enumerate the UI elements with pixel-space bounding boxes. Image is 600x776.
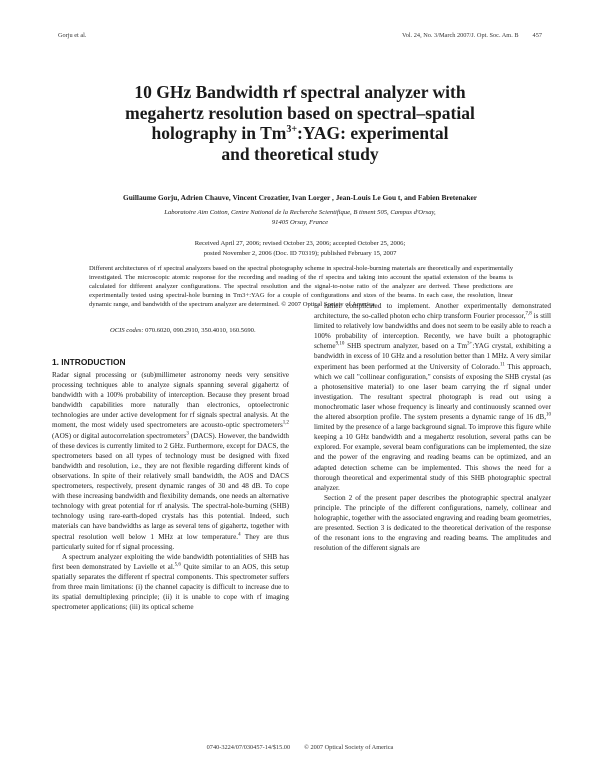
citation-ref: 7,8 — [525, 311, 532, 317]
page-footer — [0, 744, 600, 751]
intro-paragraph-3 — [314, 301, 551, 493]
text-run: SHB spectrum analyzer, based on a Tm — [344, 342, 468, 351]
citation-ref: 1,2 — [282, 421, 289, 427]
title-line-1: 10 GHz Bandwidth rf spectral analyzer with — [134, 82, 466, 102]
intro-paragraph-4: Section 2 of the present paper describes the photographic spectral analyzer principle. The principle of the different configurations, namely, collinear and holographic, together with the associated engraving and reading beam geometries, are presented. Section 3 is dedicated to the theoretical derivation of the response of the resonant ions to the engraving and reading beams. The amplitudes and resolution of the different signals are — [314, 493, 551, 553]
running-head — [58, 32, 542, 44]
title-line-3 — [70, 123, 530, 144]
title-line-2: megahertz resolution based on spectral–spatial — [125, 102, 475, 123]
title-superscript: 3+ — [286, 124, 298, 136]
text-run: limited by the presence of a large background signal. To improve this figure while keeping a 10 GHz bandwidth and a megahertz resolution, several paths can be explored. For example, several beam configurations can be implemented, the size and the power of the engraving and reading beams can be optimized, and an adapted detection scheme can be implemented. This shows the need for a thorough theoretical and experimental study of this SHB photographic spectral analyzer. — [314, 423, 551, 492]
received-line-1: Received April 27, 2006; revised October 23, 2006; accepted October 25, 2006; — [194, 240, 406, 247]
text-run: is rather complicated to implement. Another experimentally demonstrated architecture, the so-called photon echo chirp transform Fourier processor, — [314, 302, 551, 321]
affiliation — [70, 208, 530, 227]
text-run: (DACS). However, the bandwidth of these devices is currently limited to 2 GHz. Furthermore, except for DACS, the spectrometers based on all types of technology must be designed with fixed bandwidth and resolution, i.e., they are not flexible regarding different kinds of observations. In spite of their relatively small bandwidth, the AOS and DACS spectrometers, respectively, present dynamic ranges of 30 and 48 dB. To cope with these increasing bandwidth and flexibility demands, one needs an alternative technology with great potential for rf analysis. The spectral-hole-burning (SHB) technology using rare-earth-doped crystals has this potential. Indeed, such materials can have bandwidths as large as several tens of gigahertz, together with spectral resolution well below 1 MHz at low temperature. — [52, 431, 290, 541]
citation-ref: 10 — [546, 412, 551, 418]
citation-ref: 5,6 — [174, 562, 181, 568]
title-line-3-post: :YAG: experimental — [297, 123, 449, 143]
citation-ref: 4 — [238, 532, 241, 538]
intro-paragraph-2 — [52, 552, 289, 613]
affiliation-line-1: Laboratoire Aim Cotton, Centre National de la Recherche Scientifique, B timent 505, Campus d'Orsay, — [164, 209, 436, 216]
right-column — [314, 301, 551, 553]
citation-ref: 3 — [186, 431, 189, 437]
page-number: 457 — [532, 32, 542, 39]
text-run: They are thus particularly suited for rf signal processing. — [52, 532, 289, 551]
left-column — [52, 357, 289, 612]
text-run: A spectrum analyzer exploiting the wide bandwidth potentialities of SHB has first been demonstrated by Lavielle et al. — [52, 552, 289, 571]
running-head-authors: Gorju et al. — [58, 32, 87, 39]
ocis-values: 070.6020, 090.2910, 350.4010, 160.5690. — [145, 327, 256, 334]
author-list: Guillaume Gorju, Adrien Chauve, Vincent Crozatier, Ivan Lorger , Jean-Louis Le Gou t, and Fabien Bretenaker — [122, 193, 478, 202]
text-run: Quite similar to an AOS, this setup spatially separates the different rf spectral components. This spectrometer suffers from three main limitations: (i) the channel capacity is difficult to increase due to its spatial demultiplexing principle; (ii) it is unable to cope with rf imaging spectrometer applications; (iii) its optical scheme — [52, 562, 289, 612]
journal-citation: Vol. 24, No. 3/March 2007/J. Opt. Soc. Am. B — [401, 32, 519, 39]
citation-ref: 3+ — [467, 341, 473, 347]
running-head-journal — [402, 32, 542, 39]
received-dates — [60, 239, 540, 258]
intro-paragraph-1 — [52, 370, 289, 552]
citation-ref: 9,10 — [335, 341, 345, 347]
text-run: This approach, which we call "collinear configuration," consists of exposing the SHB crystal (as a photosensitive material) to one laser beam carrying the rf signal under investigation. The resultant spectral photograph is read out using a monochromatic laser whose frequency is linearly and continuously scanned over the altered absorption profile. The system presents a dynamic range of 16 dB, — [314, 362, 551, 422]
abstract: Different architectures of rf spectral analyzers based on the spectral photography scheme in spectral-hole-burning materials are theoretically and experimentally investigated. The microscopic atomic response for the recording and reading of the rf spectra and taking into account the spatial extension of the beams is calculated for different analyzer configurations. The spectral resolution and the signal-to-noise ratio of the analyzer are derived. These predictions are experimentally tested using spectral-hole burning in Tm3+:YAG for a couple of configurations and sizes of the beams. In each case, the resolution, linear dynamic range, and bandwidth of the spectrum analyzer are determined. © 2007 Optical Society of America — [89, 265, 513, 308]
title-line-3-pre: holography in Tm — [151, 123, 287, 143]
copyright: © 2007 Optical Society of America — [304, 744, 394, 751]
text-run: :YAG crystal, exhibiting a bandwidth in excess of 10 GHz and a resolution better than 1 MHz. A very similar experiment has been performed at the University of Colorado. — [314, 342, 551, 371]
paper-title — [70, 82, 530, 164]
citation-ref: 11 — [499, 362, 505, 368]
text-run: (AOS) or digital autocorrelation spectrometers — [52, 431, 187, 440]
affiliation-line-2: 91405 Orsay, France — [271, 218, 329, 226]
article-code: 0740-3224/07/030457-14/$15.00 — [206, 744, 291, 751]
ocis-label: OCIS codes: — [110, 327, 144, 334]
ocis-codes — [110, 327, 256, 334]
text-run: is still limited to relatively low bandwidths and does not seem to be easily able to reach a 100% probability of interception. Recently, we have built a photographic scheme — [314, 312, 551, 351]
title-line-4: and theoretical study — [221, 143, 379, 164]
text-run: Radar signal processing or (sub)millimeter astronomy needs very sensitive processing techniques able to analyze signals spanning several gigahertz of bandwidth with a 100% probability of interception. Because they present broad bandwidth capabilities more naturally than electronics, optoelectronic technologies are under active development for rf signals spectral analysis. At the moment, the most widely used spectrometers are acousto-optic spectrometers — [52, 371, 289, 430]
section-heading: 1. INTRODUCTION — [52, 357, 126, 367]
received-line-2: posted November 2, 2006 (Doc. ID 70319); published February 15, 2007 — [203, 249, 397, 257]
